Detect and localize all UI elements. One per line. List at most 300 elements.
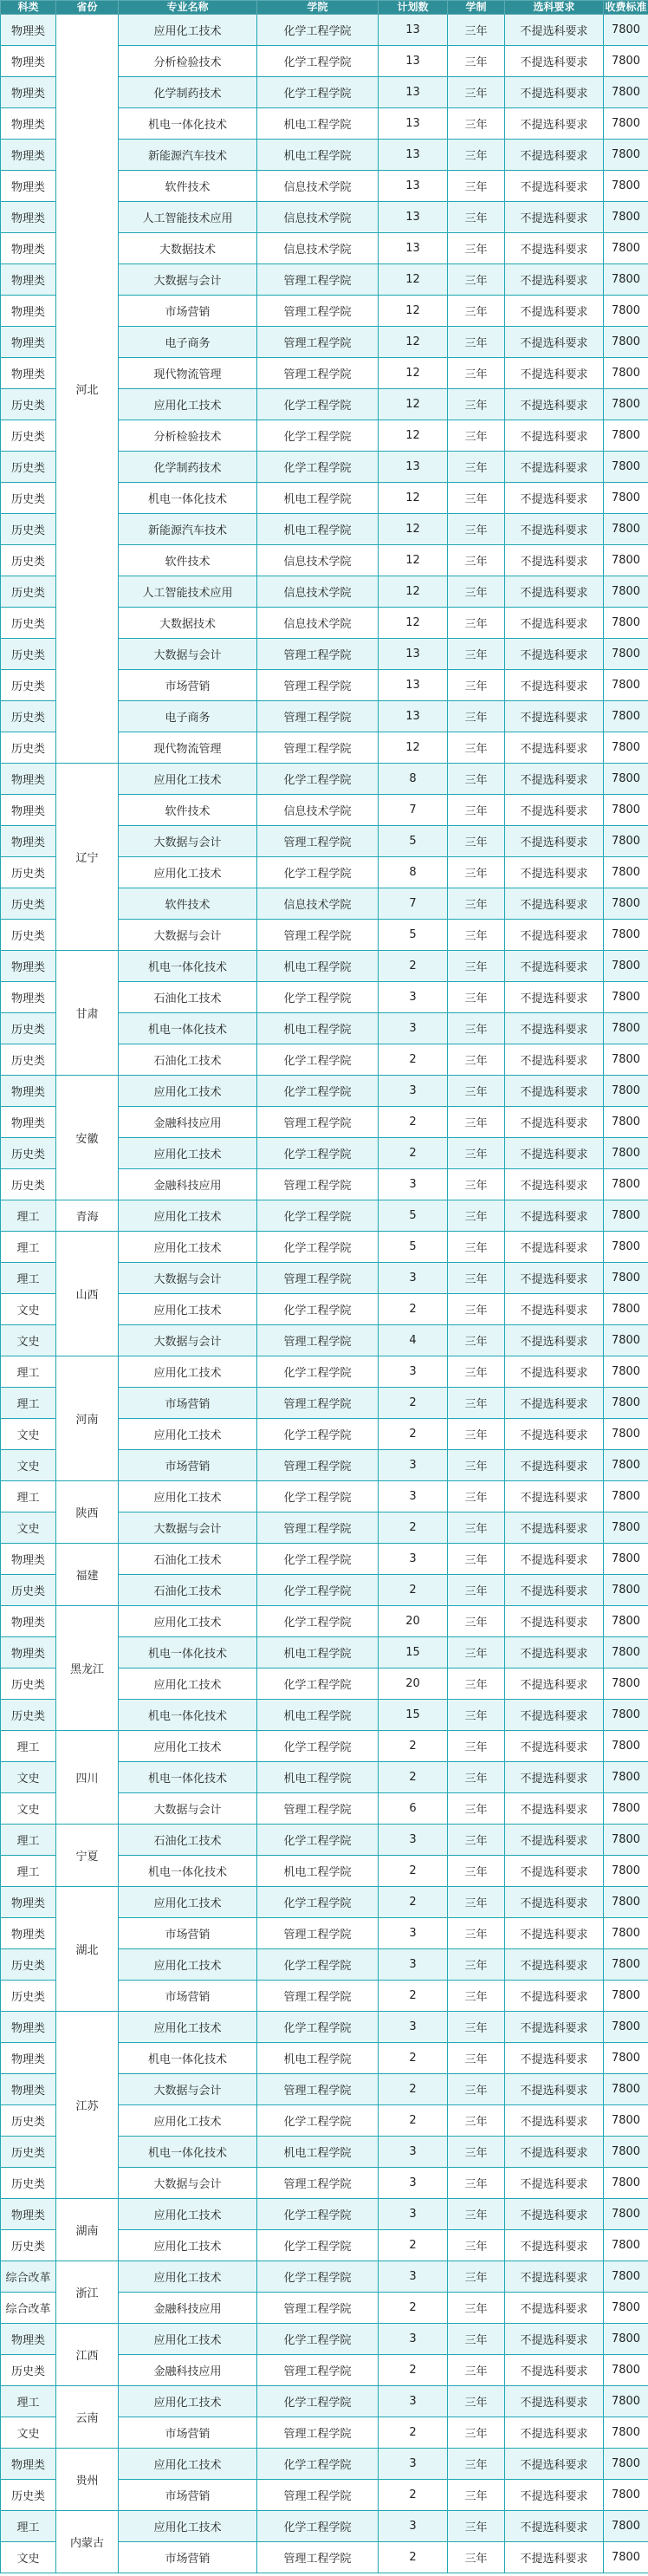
cell-subject-type: 历史类 [1, 545, 56, 576]
cell-subject-requirement: 不提选科要求 [505, 2074, 604, 2105]
cell-duration: 三年 [448, 1856, 505, 1887]
cell-major-name: 现代物流管理 [119, 358, 257, 389]
cell-subject-type: 物理类 [1, 795, 56, 826]
cell-duration: 三年 [448, 483, 505, 514]
cell-plan-count: 12 [379, 483, 448, 514]
cell-tuition: 7800 [604, 171, 648, 202]
cell-subject-requirement: 不提选科要求 [505, 2012, 604, 2043]
cell-tuition: 7800 [604, 296, 648, 327]
cell-plan-count: 2 [379, 2293, 448, 2324]
cell-province: 贵州 [56, 2449, 119, 2511]
cell-college: 管理工程学院 [257, 920, 379, 951]
cell-college: 管理工程学院 [257, 732, 379, 764]
cell-province: 河南 [56, 1356, 119, 1481]
cell-subject-type: 历史类 [1, 514, 56, 545]
cell-duration: 三年 [448, 1138, 505, 1169]
cell-subject-type: 物理类 [1, 171, 56, 202]
cell-college: 机电工程学院 [257, 1700, 379, 1731]
cell-subject-type: 物理类 [1, 77, 56, 108]
cell-duration: 三年 [448, 670, 505, 701]
cell-plan-count: 2 [379, 1512, 448, 1544]
cell-duration: 三年 [448, 764, 505, 795]
cell-duration: 三年 [448, 545, 505, 576]
cell-duration: 三年 [448, 1481, 505, 1512]
cell-tuition: 7800 [604, 2105, 648, 2137]
cell-college: 化学工程学院 [257, 857, 379, 888]
cell-tuition: 7800 [604, 920, 648, 951]
cell-subject-type: 文史 [1, 1325, 56, 1356]
cell-subject-type: 历史类 [1, 1981, 56, 2012]
cell-subject-requirement: 不提选科要求 [505, 1856, 604, 1887]
cell-duration: 三年 [448, 1294, 505, 1325]
cell-plan-count: 2 [379, 1575, 448, 1606]
cell-major-name: 软件技术 [119, 888, 257, 920]
cell-duration: 三年 [448, 171, 505, 202]
cell-major-name: 应用化工技术 [119, 2386, 257, 2417]
cell-tuition: 7800 [604, 951, 648, 982]
cell-tuition: 7800 [604, 202, 648, 233]
cell-major-name: 应用化工技术 [119, 389, 257, 420]
cell-subject-type: 理工 [1, 1356, 56, 1388]
cell-major-name: 应用化工技术 [119, 857, 257, 888]
cell-subject-type: 物理类 [1, 1076, 56, 1107]
cell-plan-count: 12 [379, 327, 448, 358]
cell-province: 甘肃 [56, 951, 119, 1076]
cell-college: 管理工程学院 [257, 1169, 379, 1200]
cell-major-name: 金融科技应用 [119, 2293, 257, 2324]
cell-plan-count: 7 [379, 888, 448, 920]
cell-plan-count: 12 [379, 514, 448, 545]
cell-subject-requirement: 不提选科要求 [505, 2230, 604, 2261]
cell-subject-requirement: 不提选科要求 [505, 1825, 604, 1856]
cell-college: 管理工程学院 [257, 2417, 379, 2449]
cell-major-name: 应用化工技术 [119, 1076, 257, 1107]
cell-duration: 三年 [448, 2511, 505, 2542]
table-body [1, 15, 648, 2573]
cell-tuition: 7800 [604, 264, 648, 296]
cell-tuition: 7800 [604, 982, 648, 1013]
cell-subject-requirement: 不提选科要求 [505, 108, 604, 140]
cell-duration: 三年 [448, 1356, 505, 1388]
cell-tuition: 7800 [604, 1200, 648, 1232]
cell-college: 化学工程学院 [257, 2230, 379, 2261]
cell-subject-requirement: 不提选科要求 [505, 1107, 604, 1138]
cell-subject-requirement: 不提选科要求 [505, 2168, 604, 2199]
cell-plan-count: 5 [379, 1232, 448, 1263]
cell-subject-type: 物理类 [1, 2043, 56, 2074]
cell-plan-count: 2 [379, 2542, 448, 2573]
cell-plan-count: 13 [379, 670, 448, 701]
cell-duration: 三年 [448, 2480, 505, 2511]
cell-tuition: 7800 [604, 2355, 648, 2386]
cell-duration: 三年 [448, 2261, 505, 2293]
cell-plan-count: 2 [379, 1981, 448, 2012]
cell-tuition: 7800 [604, 1762, 648, 1793]
table-row [1, 2199, 648, 2230]
cell-subject-requirement: 不提选科要求 [505, 1325, 604, 1356]
cell-province: 内蒙古 [56, 2511, 119, 2573]
cell-major-name: 市场营销 [119, 2417, 257, 2449]
cell-plan-count: 12 [379, 608, 448, 639]
cell-subject-requirement: 不提选科要求 [505, 888, 604, 920]
cell-plan-count: 2 [379, 1887, 448, 1918]
cell-duration: 三年 [448, 1669, 505, 1700]
cell-duration: 三年 [448, 1637, 505, 1669]
cell-subject-type: 历史类 [1, 608, 56, 639]
cell-province: 陕西 [56, 1481, 119, 1544]
cell-subject-requirement: 不提选科要求 [505, 1918, 604, 1949]
cell-subject-requirement: 不提选科要求 [505, 1419, 604, 1450]
cell-college: 化学工程学院 [257, 2449, 379, 2480]
cell-plan-count: 12 [379, 264, 448, 296]
cell-subject-requirement: 不提选科要求 [505, 920, 604, 951]
cell-province: 云南 [56, 2386, 119, 2449]
cell-duration: 三年 [448, 264, 505, 296]
cell-tuition: 7800 [604, 545, 648, 576]
cell-subject-requirement: 不提选科要求 [505, 764, 604, 795]
cell-major-name: 大数据与会计 [119, 2168, 257, 2199]
cell-subject-requirement: 不提选科要求 [505, 732, 604, 764]
cell-college: 管理工程学院 [257, 296, 379, 327]
cell-college: 化学工程学院 [257, 1606, 379, 1637]
cell-major-name: 分析检验技术 [119, 420, 257, 452]
cell-plan-count: 2 [379, 1044, 448, 1076]
cell-major-name: 市场营销 [119, 1450, 257, 1481]
cell-college: 管理工程学院 [257, 358, 379, 389]
cell-tuition: 7800 [604, 1388, 648, 1419]
cell-subject-requirement: 不提选科要求 [505, 514, 604, 545]
cell-major-name: 人工智能技术应用 [119, 202, 257, 233]
cell-plan-count: 3 [379, 2324, 448, 2355]
cell-subject-type: 历史类 [1, 701, 56, 732]
cell-subject-type: 物理类 [1, 264, 56, 296]
table-row [1, 1544, 648, 1575]
cell-subject-type: 历史类 [1, 2168, 56, 2199]
cell-tuition: 7800 [604, 1575, 648, 1606]
cell-college: 管理工程学院 [257, 701, 379, 732]
cell-major-name: 应用化工技术 [119, 2230, 257, 2261]
cell-tuition: 7800 [604, 1637, 648, 1669]
cell-major-name: 大数据与会计 [119, 2074, 257, 2105]
cell-subject-type: 理工 [1, 1232, 56, 1263]
cell-duration: 三年 [448, 1825, 505, 1856]
cell-subject-type: 历史类 [1, 888, 56, 920]
cell-plan-count: 2 [379, 1388, 448, 1419]
cell-college: 管理工程学院 [257, 2355, 379, 2386]
header-major-name: 专业名称 [119, 1, 257, 15]
cell-tuition: 7800 [604, 576, 648, 608]
cell-tuition: 7800 [604, 389, 648, 420]
cell-duration: 三年 [448, 140, 505, 171]
cell-plan-count: 3 [379, 2386, 448, 2417]
cell-college: 化学工程学院 [257, 1887, 379, 1918]
cell-subject-requirement: 不提选科要求 [505, 1512, 604, 1544]
cell-tuition: 7800 [604, 1169, 648, 1200]
cell-subject-type: 物理类 [1, 46, 56, 77]
cell-subject-type: 物理类 [1, 1918, 56, 1949]
cell-major-name: 市场营销 [119, 1981, 257, 2012]
cell-college: 化学工程学院 [257, 2324, 379, 2355]
cell-subject-type: 物理类 [1, 1637, 56, 1669]
cell-province: 浙江 [56, 2261, 119, 2324]
cell-college: 管理工程学院 [257, 1512, 379, 1544]
cell-college: 化学工程学院 [257, 2511, 379, 2542]
cell-college: 机电工程学院 [257, 1637, 379, 1669]
cell-plan-count: 13 [379, 171, 448, 202]
cell-duration: 三年 [448, 2043, 505, 2074]
cell-major-name: 石油化工技术 [119, 1825, 257, 1856]
cell-college: 化学工程学院 [257, 46, 379, 77]
cell-duration: 三年 [448, 2074, 505, 2105]
cell-tuition: 7800 [604, 1138, 648, 1169]
cell-major-name: 机电一体化技术 [119, 2137, 257, 2168]
cell-subject-type: 物理类 [1, 1887, 56, 1918]
cell-college: 信息技术学院 [257, 171, 379, 202]
cell-plan-count: 2 [379, 1107, 448, 1138]
cell-subject-requirement: 不提选科要求 [505, 576, 604, 608]
cell-tuition: 7800 [604, 701, 648, 732]
cell-major-name: 应用化工技术 [119, 1200, 257, 1232]
cell-major-name: 应用化工技术 [119, 1731, 257, 1762]
cell-duration: 三年 [448, 1263, 505, 1294]
cell-subject-requirement: 不提选科要求 [505, 171, 604, 202]
cell-tuition: 7800 [604, 826, 648, 857]
cell-major-name: 石油化工技术 [119, 1575, 257, 1606]
cell-tuition: 7800 [604, 1981, 648, 2012]
cell-major-name: 应用化工技术 [119, 1669, 257, 1700]
cell-subject-requirement: 不提选科要求 [505, 1294, 604, 1325]
cell-major-name: 软件技术 [119, 545, 257, 576]
cell-plan-count: 3 [379, 1076, 448, 1107]
cell-subject-requirement: 不提选科要求 [505, 2043, 604, 2074]
cell-college: 化学工程学院 [257, 2105, 379, 2137]
cell-subject-type: 物理类 [1, 1606, 56, 1637]
cell-duration: 三年 [448, 108, 505, 140]
cell-subject-type: 文史 [1, 2542, 56, 2573]
cell-subject-requirement: 不提选科要求 [505, 483, 604, 514]
cell-plan-count: 2 [379, 951, 448, 982]
cell-subject-requirement: 不提选科要求 [505, 389, 604, 420]
cell-college: 机电工程学院 [257, 108, 379, 140]
cell-plan-count: 2 [379, 2417, 448, 2449]
cell-duration: 三年 [448, 1325, 505, 1356]
cell-plan-count: 13 [379, 140, 448, 171]
cell-major-name: 电子商务 [119, 327, 257, 358]
cell-college: 管理工程学院 [257, 639, 379, 670]
cell-plan-count: 2 [379, 2355, 448, 2386]
cell-major-name: 市场营销 [119, 2542, 257, 2573]
cell-duration: 三年 [448, 2417, 505, 2449]
cell-duration: 三年 [448, 2324, 505, 2355]
cell-subject-type: 文史 [1, 1450, 56, 1481]
cell-tuition: 7800 [604, 1076, 648, 1107]
cell-subject-type: 历史类 [1, 483, 56, 514]
cell-duration: 三年 [448, 951, 505, 982]
cell-province: 湖北 [56, 1887, 119, 2012]
cell-duration: 三年 [448, 1762, 505, 1793]
cell-subject-type: 物理类 [1, 826, 56, 857]
cell-plan-count: 3 [379, 1013, 448, 1044]
cell-tuition: 7800 [604, 1044, 648, 1076]
cell-subject-requirement: 不提选科要求 [505, 1138, 604, 1169]
cell-tuition: 7800 [604, 639, 648, 670]
cell-duration: 三年 [448, 1512, 505, 1544]
cell-subject-type: 理工 [1, 1263, 56, 1294]
cell-duration: 三年 [448, 1076, 505, 1107]
cell-major-name: 新能源汽车技术 [119, 514, 257, 545]
cell-subject-requirement: 不提选科要求 [505, 1669, 604, 1700]
cell-plan-count: 6 [379, 1793, 448, 1825]
cell-duration: 三年 [448, 1981, 505, 2012]
cell-subject-requirement: 不提选科要求 [505, 264, 604, 296]
cell-duration: 三年 [448, 1013, 505, 1044]
cell-duration: 三年 [448, 608, 505, 639]
cell-subject-type: 历史类 [1, 2105, 56, 2137]
cell-tuition: 7800 [604, 670, 648, 701]
cell-subject-requirement: 不提选科要求 [505, 2355, 604, 2386]
cell-plan-count: 2 [379, 1419, 448, 1450]
cell-college: 管理工程学院 [257, 1450, 379, 1481]
cell-college: 管理工程学院 [257, 2168, 379, 2199]
cell-plan-count: 13 [379, 639, 448, 670]
cell-plan-count: 2 [379, 1856, 448, 1887]
cell-tuition: 7800 [604, 1700, 648, 1731]
cell-tuition: 7800 [604, 2449, 648, 2480]
cell-college: 机电工程学院 [257, 1762, 379, 1793]
cell-major-name: 应用化工技术 [119, 2511, 257, 2542]
cell-major-name: 应用化工技术 [119, 1138, 257, 1169]
cell-duration: 三年 [448, 2105, 505, 2137]
cell-major-name: 金融科技应用 [119, 2355, 257, 2386]
cell-major-name: 应用化工技术 [119, 2261, 257, 2293]
cell-college: 机电工程学院 [257, 514, 379, 545]
cell-duration: 三年 [448, 514, 505, 545]
cell-subject-requirement: 不提选科要求 [505, 1481, 604, 1512]
cell-college: 管理工程学院 [257, 1107, 379, 1138]
cell-major-name: 金融科技应用 [119, 1107, 257, 1138]
cell-duration: 三年 [448, 233, 505, 264]
cell-college: 化学工程学院 [257, 1949, 379, 1981]
cell-college: 机电工程学院 [257, 951, 379, 982]
cell-major-name: 石油化工技术 [119, 982, 257, 1013]
cell-college: 信息技术学院 [257, 888, 379, 920]
cell-plan-count: 2 [379, 1294, 448, 1325]
cell-subject-type: 文史 [1, 1294, 56, 1325]
cell-subject-type: 历史类 [1, 1013, 56, 1044]
cell-duration: 三年 [448, 1544, 505, 1575]
cell-tuition: 7800 [604, 1606, 648, 1637]
cell-college: 化学工程学院 [257, 389, 379, 420]
cell-subject-type: 理工 [1, 2386, 56, 2417]
cell-tuition: 7800 [604, 1918, 648, 1949]
cell-subject-requirement: 不提选科要求 [505, 358, 604, 389]
cell-major-name: 应用化工技术 [119, 1419, 257, 1450]
cell-plan-count: 13 [379, 452, 448, 483]
cell-college: 化学工程学院 [257, 1731, 379, 1762]
cell-subject-requirement: 不提选科要求 [505, 15, 604, 46]
cell-college: 管理工程学院 [257, 1918, 379, 1949]
cell-subject-type: 历史类 [1, 452, 56, 483]
cell-plan-count: 13 [379, 77, 448, 108]
cell-college: 管理工程学院 [257, 1793, 379, 1825]
cell-plan-count: 12 [379, 389, 448, 420]
cell-major-name: 应用化工技术 [119, 1949, 257, 1981]
cell-subject-type: 历史类 [1, 389, 56, 420]
cell-college: 管理工程学院 [257, 826, 379, 857]
cell-subject-type: 历史类 [1, 1949, 56, 1981]
cell-major-name: 化学制药技术 [119, 452, 257, 483]
cell-subject-requirement: 不提选科要求 [505, 608, 604, 639]
cell-plan-count: 3 [379, 1481, 448, 1512]
cell-subject-type: 历史类 [1, 1044, 56, 1076]
cell-college: 化学工程学院 [257, 2012, 379, 2043]
cell-duration: 三年 [448, 77, 505, 108]
cell-major-name: 市场营销 [119, 670, 257, 701]
cell-subject-type: 综合改革 [1, 2261, 56, 2293]
cell-subject-requirement: 不提选科要求 [505, 1356, 604, 1388]
cell-duration: 三年 [448, 1575, 505, 1606]
cell-province: 宁夏 [56, 1825, 119, 1887]
cell-duration: 三年 [448, 982, 505, 1013]
cell-college: 信息技术学院 [257, 795, 379, 826]
cell-tuition: 7800 [604, 2324, 648, 2355]
cell-duration: 三年 [448, 2012, 505, 2043]
cell-college: 管理工程学院 [257, 1981, 379, 2012]
cell-college: 信息技术学院 [257, 233, 379, 264]
cell-tuition: 7800 [604, 1107, 648, 1138]
cell-subject-requirement: 不提选科要求 [505, 1169, 604, 1200]
cell-subject-type: 历史类 [1, 857, 56, 888]
cell-plan-count: 3 [379, 2449, 448, 2480]
cell-duration: 三年 [448, 701, 505, 732]
cell-major-name: 应用化工技术 [119, 764, 257, 795]
cell-plan-count: 3 [379, 1825, 448, 1856]
cell-major-name: 机电一体化技术 [119, 1013, 257, 1044]
cell-subject-requirement: 不提选科要求 [505, 1013, 604, 1044]
table-row [1, 1076, 648, 1107]
cell-duration: 三年 [448, 46, 505, 77]
cell-duration: 三年 [448, 888, 505, 920]
cell-subject-requirement: 不提选科要求 [505, 2105, 604, 2137]
cell-duration: 三年 [448, 639, 505, 670]
cell-duration: 三年 [448, 2199, 505, 2230]
table-header-row [1, 1, 648, 15]
cell-college: 化学工程学院 [257, 2386, 379, 2417]
cell-subject-requirement: 不提选科要求 [505, 2137, 604, 2168]
cell-college: 机电工程学院 [257, 140, 379, 171]
cell-duration: 三年 [448, 1918, 505, 1949]
cell-tuition: 7800 [604, 1793, 648, 1825]
cell-province: 山西 [56, 1232, 119, 1356]
cell-major-name: 市场营销 [119, 1388, 257, 1419]
cell-subject-requirement: 不提选科要求 [505, 1575, 604, 1606]
cell-subject-type: 历史类 [1, 732, 56, 764]
cell-tuition: 7800 [604, 77, 648, 108]
cell-major-name: 大数据技术 [119, 608, 257, 639]
cell-college: 管理工程学院 [257, 670, 379, 701]
table-row [1, 1731, 648, 1762]
cell-subject-type: 历史类 [1, 1138, 56, 1169]
cell-college: 管理工程学院 [257, 1388, 379, 1419]
cell-subject-requirement: 不提选科要求 [505, 1793, 604, 1825]
cell-subject-requirement: 不提选科要求 [505, 452, 604, 483]
cell-college: 信息技术学院 [257, 545, 379, 576]
cell-subject-requirement: 不提选科要求 [505, 2199, 604, 2230]
cell-subject-requirement: 不提选科要求 [505, 545, 604, 576]
cell-subject-requirement: 不提选科要求 [505, 795, 604, 826]
cell-subject-type: 文史 [1, 2417, 56, 2449]
cell-subject-type: 物理类 [1, 140, 56, 171]
